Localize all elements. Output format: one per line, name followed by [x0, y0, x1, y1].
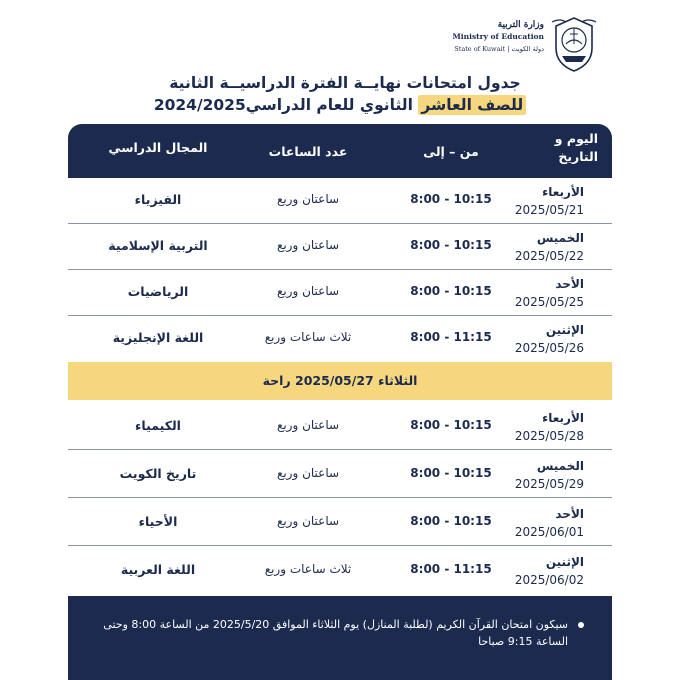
- row-hours: ساعتان وربع: [276, 466, 340, 480]
- row-hours: ساعتان وربع: [276, 192, 340, 206]
- row-time: 8:00 - 11:15: [410, 562, 492, 576]
- page-title-line2: [140, 96, 540, 114]
- row-day: الأحد: [555, 277, 584, 291]
- grade-highlight: للصف العاشر: [418, 95, 526, 115]
- row-time: 8:00 - 10:15: [410, 238, 492, 252]
- header-day-date: [512, 130, 612, 166]
- table-row: [68, 178, 612, 224]
- row-day-date: [494, 229, 584, 265]
- table-row: [68, 404, 612, 450]
- row-day-date: [494, 409, 584, 445]
- header-day-line1: اليوم و: [554, 131, 598, 146]
- row-day: الإثنين: [545, 323, 584, 337]
- state-separator: |: [507, 45, 510, 53]
- row-subject: اللغة العربية: [120, 562, 196, 577]
- table-row: [68, 548, 612, 594]
- row-hours: ساعتان وربع: [276, 514, 340, 528]
- footer-note-panel: [68, 596, 612, 680]
- table-row: [68, 270, 612, 316]
- row-date: 2025/05/21: [514, 203, 584, 217]
- ministry-name-ar: وزارة التربية: [497, 20, 544, 30]
- table-row: [68, 452, 612, 498]
- row-hours: ساعتان وربع: [276, 284, 340, 298]
- row-day: الأحد: [555, 507, 584, 521]
- row-date: 2025/06/01: [514, 525, 584, 539]
- row-day: الأربعاء: [542, 411, 584, 425]
- row-time: 8:00 - 11:15: [410, 330, 492, 344]
- row-hours: ثلاث ساعات وربع: [264, 562, 352, 576]
- header-time: من – إلى: [423, 144, 479, 159]
- ministry-logo-block: [444, 14, 604, 74]
- row-hours: ساعتان وربع: [276, 238, 340, 252]
- row-date: 2025/05/25: [514, 295, 584, 309]
- kuwait-emblem-icon: [548, 14, 600, 74]
- row-subject: الأحياء: [138, 514, 178, 529]
- row-subject: تاريخ الكويت: [119, 466, 197, 481]
- ministry-text: [444, 20, 544, 53]
- row-day-date: [494, 553, 584, 589]
- rest-day-label: الثلاثاء 2025/05/27 راحة: [262, 373, 418, 388]
- table-row: [68, 316, 612, 362]
- row-time: 8:00 - 10:15: [410, 514, 492, 528]
- state-en: State of Kuwait: [454, 45, 506, 53]
- row-subject: الرياضيات: [127, 284, 189, 299]
- row-date: 2025/05/28: [514, 429, 584, 443]
- row-day-date: [494, 321, 584, 357]
- row-time: 8:00 - 10:15: [410, 466, 492, 480]
- row-subject: الفيزياء: [134, 192, 182, 207]
- row-time: 8:00 - 10:15: [410, 284, 492, 298]
- row-subject: الكيمياء: [135, 418, 181, 433]
- row-day: الإثنين: [545, 555, 584, 569]
- row-date: 2025/05/29: [514, 477, 584, 491]
- row-day: الخميس: [536, 231, 584, 245]
- row-subject: التربية الإسلامية: [108, 238, 208, 253]
- row-time: 8:00 - 10:15: [410, 192, 492, 206]
- row-hours: ثلاث ساعات وربع: [264, 330, 352, 344]
- academic-year: الثانوي للعام الدراسي2024/2025: [153, 96, 413, 114]
- table-header: [68, 124, 612, 178]
- row-time: 8:00 - 10:15: [410, 418, 492, 432]
- row-date: 2025/05/26: [514, 341, 584, 355]
- row-hours: ساعتان وربع: [276, 418, 340, 432]
- header-subject: المجال الدراسي: [108, 140, 208, 155]
- ministry-name-en: Ministry of Education: [452, 32, 544, 41]
- header-day-line2: التاريخ: [558, 149, 598, 164]
- row-date: 2025/05/22: [514, 249, 584, 263]
- row-day: الأربعاء: [542, 185, 584, 199]
- state-line: [444, 45, 544, 53]
- bullet-icon: [578, 622, 584, 628]
- table-row: [68, 500, 612, 546]
- row-subject: اللغة الإنجليزية: [112, 330, 204, 345]
- row-day: الخميس: [536, 459, 584, 473]
- row-day-date: [494, 275, 584, 311]
- header-hours: عدد الساعات: [268, 144, 348, 159]
- state-ar: دولة الكويت: [511, 45, 544, 53]
- footer-note-text: سيكون امتحان القرآن الكريم (لطلبة المنازل) يوم الثلاثاء الموافق 2025/5/20 من الساعة 8:00 وحتى الساعة 9:15 صباحا: [103, 618, 568, 648]
- row-day-date: [494, 457, 584, 493]
- row-day-date: [494, 183, 584, 219]
- rest-day-band: [68, 362, 612, 400]
- row-date: 2025/06/02: [514, 573, 584, 587]
- page-title-line1: جدول امتحانات نهايــة الفترة الدراسيــة الثانية: [169, 74, 521, 92]
- table-row: [68, 224, 612, 270]
- row-day-date: [494, 505, 584, 541]
